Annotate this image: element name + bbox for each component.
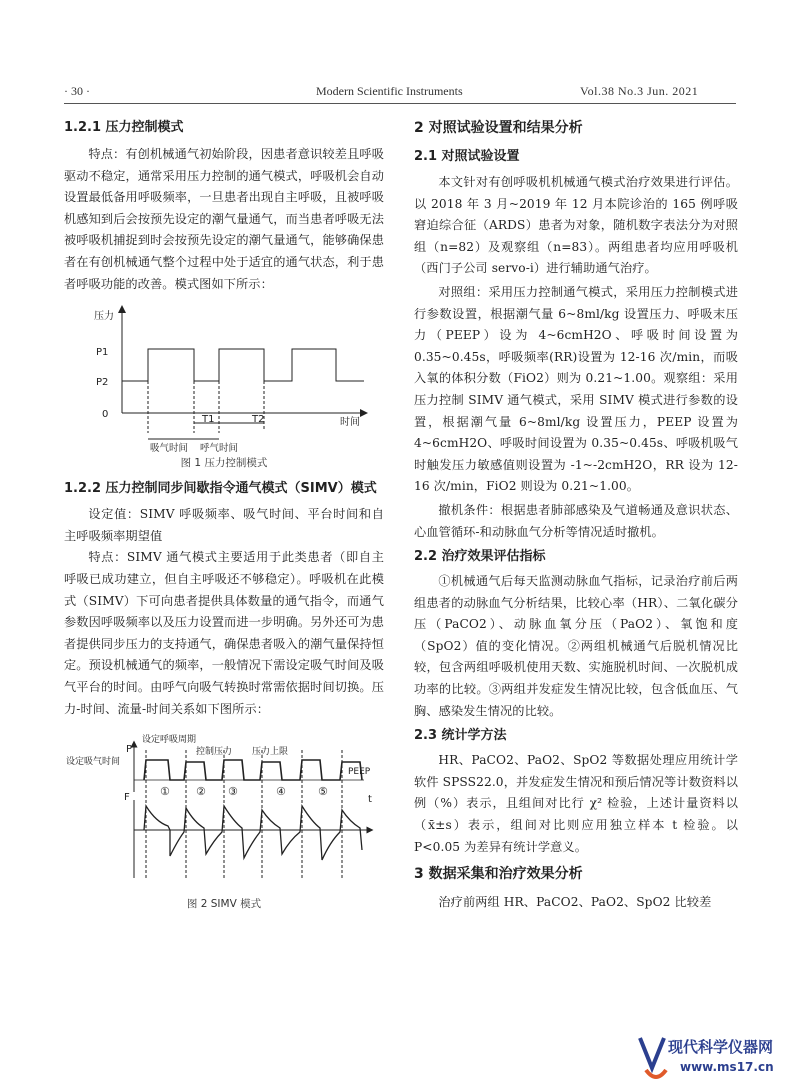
- fig1-zero-label: 0: [102, 409, 109, 421]
- section-2-1-title: 2.1 对照试验设置: [414, 149, 520, 164]
- section-2-1-paragraph-3: 撤机条件：根据患者肺部感染及气道畅通及意识状态、心血管循环-和动脉血气分析等情况适时撤机。: [414, 502, 738, 539]
- figure-1-time-spans: [64, 433, 384, 455]
- figure-2-plot: [64, 730, 384, 880]
- section-3-paragraph: 治疗前两组 HR、PaCO2、PaO2、SpO2 比较差: [438, 895, 712, 910]
- figure-2: [64, 730, 384, 911]
- fig1-pressure-waveform: [122, 349, 364, 381]
- fig1-t2-label: T2: [252, 414, 265, 426]
- section-2-1-paragraph-2: 对照组：采用压力控制通气模式，采用压力控制模式进行参数设置，根据潮气量 6~8ml/kg 设置压力、呼吸末压力（PEEP）设为 4~6cmH2O、呼吸时间设置为 0.35~0.45s，呼吸频率(RR)设置为 12-16 次/min，而吸入氧的体积分数（FiO2）则为 0.21~1.00。观察组：采用压力控制 SIMV 通气模式，采用 SIMV 模式进行参数的设置，根据潮气量 6~8ml/kg 设置压力，PEEP 设置为 4~6cmH2O、呼吸时间设置为 0.35~0.45s、呼吸机吸气时触发压力敏感值则设置为 -1~-2cmH2O，RR 设为 12-16 次/min，FiO2 则设为 0.21~1.00。: [414, 284, 738, 494]
- issue-info: Vol.38 No.3 Jun. 2021: [580, 84, 699, 98]
- section-3-title: 3 数据采集和治疗效果分析: [414, 866, 583, 883]
- fig2-pressure-waveform: [144, 760, 362, 780]
- fig1-exhale-label: 呼气时间: [200, 443, 239, 455]
- section-2-3-paragraph: HR、PaCO2、PaO2、SpO2 等数据处理应用统计学软件 SPSS22.0，并发症发生情况和预后情况等计数资料以例（%）表示，且组间对比行 χ² 检验，上述计量资料以（x̄±s）表示，组间对比则应用独立样本 t 检验。以 P<0.05 为差异有统计学意义。: [414, 753, 738, 854]
- fig1-x-label: 时间: [340, 417, 360, 429]
- fig2-p-label: P: [126, 744, 133, 756]
- section-1-2-2-settings: 设定值：SIMV 呼吸频率、吸气时间、平台时间和自主呼吸频率期望值: [64, 507, 384, 543]
- page-number: · 30 ·: [64, 84, 90, 98]
- fig2-flow-waveform: [144, 806, 362, 860]
- section-2-3-title: 2.3 统计学方法: [414, 728, 507, 744]
- figure-1-plot: [64, 303, 384, 433]
- section-2-2-title: 2.2 治疗效果评估指标: [414, 549, 546, 565]
- fig2-period-label: 设定呼吸周期: [142, 735, 197, 746]
- section-2-2-paragraph: ①机械通气后每天监测动脉血气指标，记录治疗前后两组患者的动脉血气分析结果，比较心率（HR）、二氧化碳分压（PaCO2）、动脉血氧分压（PaO2）、氧饱和度（SpO2）值的变化情况。②两组机械通气后脱机情况比较，包含两组呼吸机使用天数、实施脱机时间、一次脱机成功率的比较。③两组并发症发生情况比较，包含低血压、气胸、感染发生情况的比较。: [414, 574, 738, 718]
- left-column: [64, 118, 384, 911]
- fig2-t-label: t: [368, 794, 372, 806]
- fig2-upper-label: 压力上限: [252, 747, 289, 758]
- figure-1: [64, 303, 384, 470]
- fig2-marker-5: ⑤: [318, 785, 328, 799]
- section-1-2-2-title: 1.2.2 压力控制同步间歇指令通气模式（SIMV）模式: [64, 481, 377, 497]
- section-1-2-1-paragraph: 特点：有创机械通气初始阶段，因患者意识较差且呼吸驱动不稳定，通常采用压力控制的通气模式，呼吸机会自动设置最低备用呼吸频率，一旦患者出现自主呼吸，且被呼吸机感知到后会按预先设定的潮气量通气，而当患者呼吸无法被呼吸机捕捉到时会按预先设定的潮气量通气，能够确保患者在有创机械通气整个过程中处于适宜的通气状态，利于患者呼吸功能的改善。模式图如下所示：: [64, 147, 384, 291]
- fig2-ctrl-label: 控制压力: [196, 747, 233, 758]
- fig1-p2-label: P2: [96, 377, 109, 389]
- section-2-title: 2 对照试验设置和结果分析: [414, 120, 583, 136]
- fig2-marker-3: ③: [228, 785, 238, 799]
- fig2-peep-label: PEEP: [348, 767, 371, 778]
- section-1-2-2-paragraph: 特点：SIMV 通气模式主要适用于此类患者（即自主呼吸已成功建立，但自主呼吸还不够稳定）。呼吸机在此模式（SIMV）下可向患者提供具体数量的通气指令，而通气参数因呼吸频率以及压力设置而进一步明确。另外还可为患者提供同步压力的支持通气，确保患者吸入的潮气量保持恒定。预设机械通气的频率，一般情况下需设定吸气时间及吸气平台的时间。由呼气向吸气转换时常需依据时间切换。压力-时间、流量-时间关系如下图所示：: [64, 550, 384, 716]
- logo-title: 现代科学仪器网: [668, 1038, 774, 1056]
- fig2-marker-4: ④: [276, 785, 286, 799]
- fig1-inhale-label: 吸气时间: [150, 443, 189, 455]
- fig1-y-label: 压力: [94, 311, 114, 323]
- fig2-insp-label: 设定吸气时间: [66, 757, 121, 768]
- fig2-marker-1: ①: [160, 785, 170, 799]
- right-column: [414, 118, 738, 914]
- journal-name: Modern Scientific Instruments: [316, 84, 463, 98]
- figure-2-caption: 图 2 SIMV 模式: [186, 898, 262, 911]
- logo-url: www.ms17.cn: [680, 1060, 774, 1074]
- fig1-p1-label: P1: [96, 347, 109, 359]
- header-rule: [64, 103, 736, 104]
- fig2-marker-2: ②: [196, 785, 206, 799]
- fig1-t1-label: T1: [202, 414, 215, 426]
- fig2-f-label: F: [124, 792, 130, 804]
- section-2-1-paragraph-1: 本文针对有创呼吸机机械通气模式治疗效果进行评估。以 2018 年 3 月~2019 年 12 月本院诊治的 165 例呼吸窘迫综合征（ARDS）患者为对象，随机数字表法分为对照组（n=82）及观察组（n=83）。两组患者均应用呼吸机（西门子公司 servo-i）进行辅助通气治疗。: [414, 175, 738, 276]
- section-1-2-1-title: 1.2.1 压力控制模式: [64, 120, 184, 135]
- figure-1-caption: 图 1 压力控制模式: [180, 457, 268, 470]
